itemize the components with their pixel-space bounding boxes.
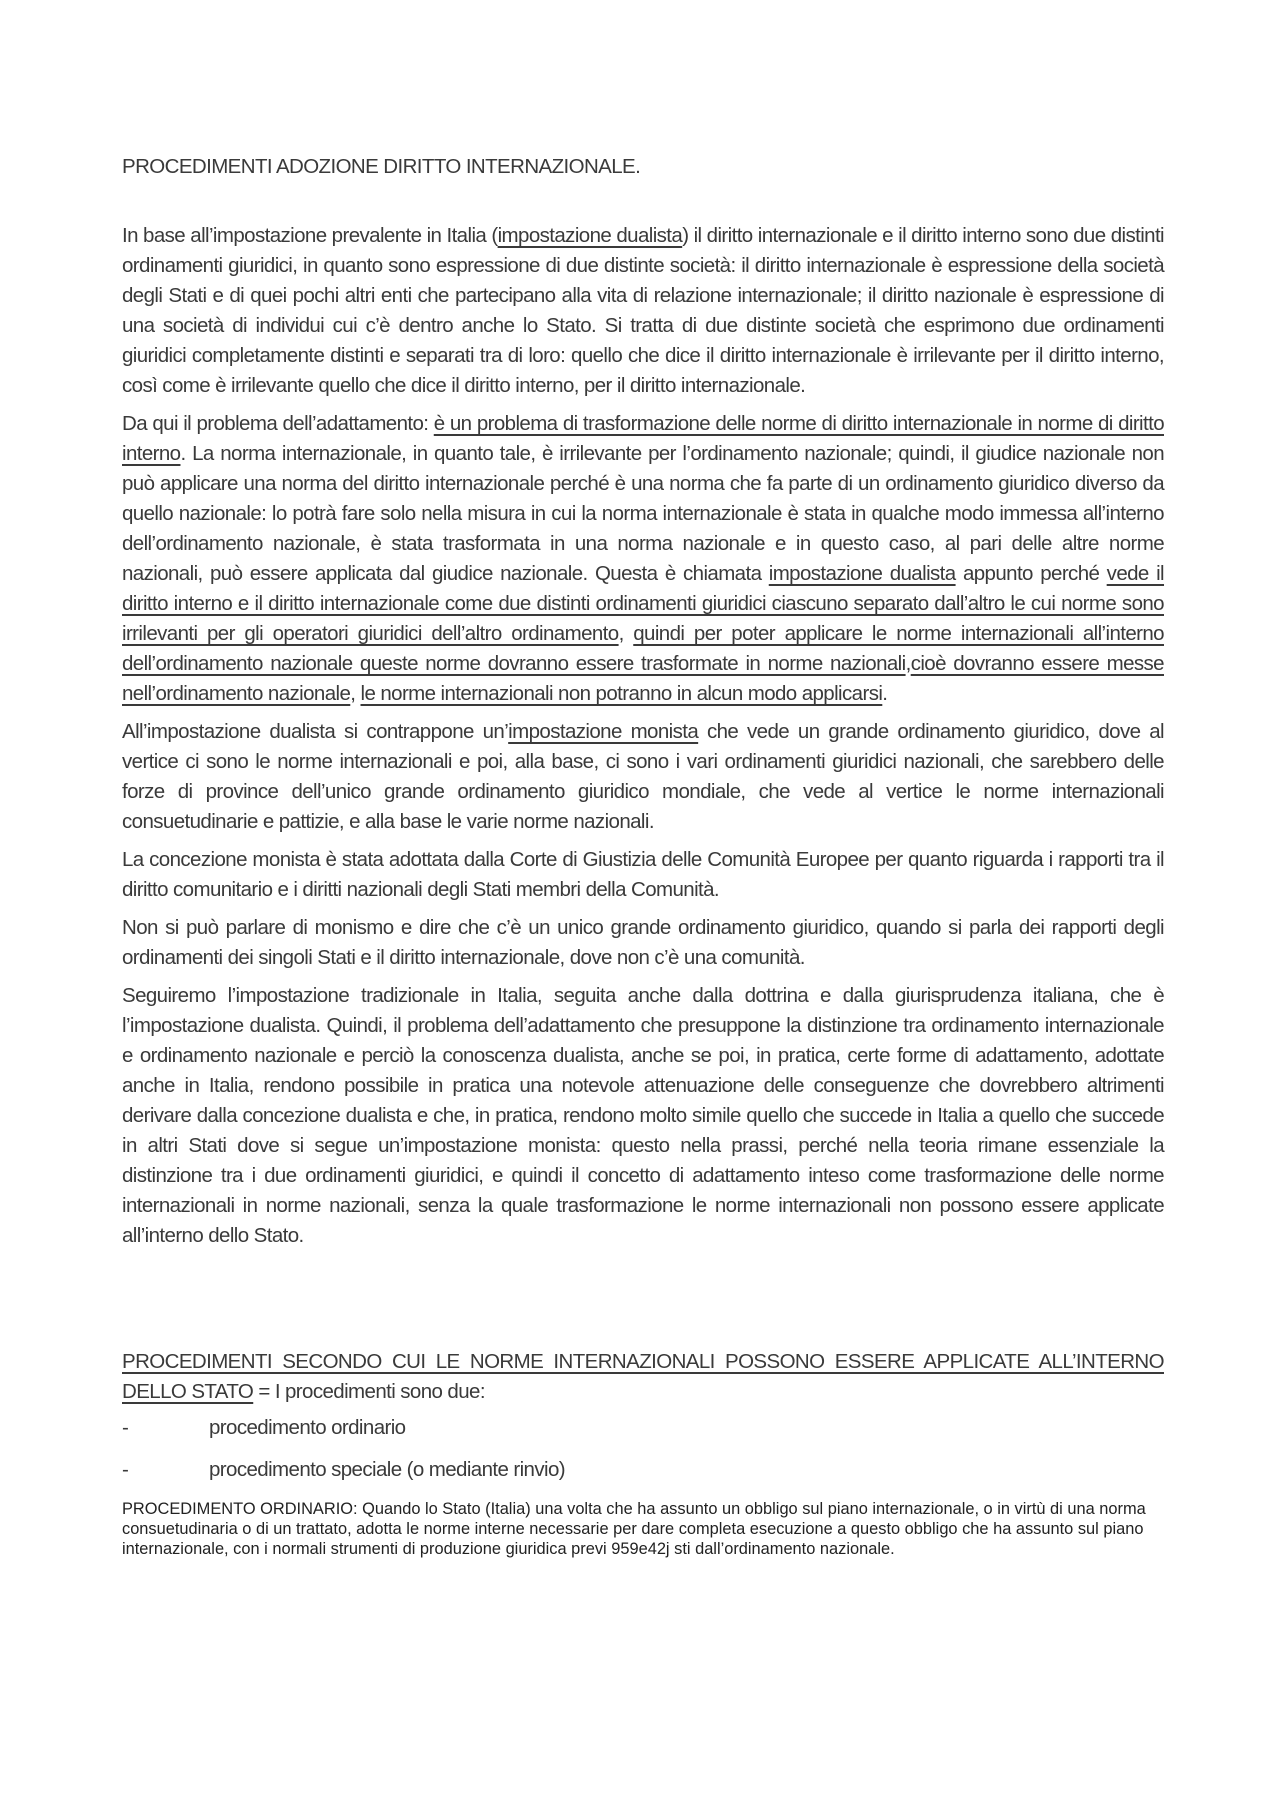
text-run: ,	[350, 682, 361, 705]
paragraph-monism	[122, 717, 1164, 837]
list-item	[122, 1449, 1164, 1491]
paragraph-italian-approach: Seguiremo l’impostazione tradizionale in Italia, seguita anche dalla dottrina e dalla giurisprudenza italiana, che è l’impostazione dualista. Quindi, il problema dell’adattamento che presuppone la distinzione tra ordinamento internazionale e ordinamento nazionale e perciò la conoscenza dualista, anche se poi, in pratica, certe forme di adattamento, adottate anche in Italia, rendono possibile in pratica una notevole attenuazione delle conseguenze che dovrebbero altrimenti derivare dalla concezione dualista e che, in pratica, rendono molto simile quello che succede in Italia a quello che succede in altri Stati dove si segue un’impostazione monista: questo nella prassi, perché nella teoria rimane essenziale la distinzione tra i due ordinamenti giuridici, e quindi il concetto di adattamento inteso come trasformazione delle norme internazionali in norme nazionali, senza la quale trasformazione le norme internazionali non possono essere applicate all’interno dello Stato.	[122, 984, 1164, 1247]
text-run: . La norma internazionale, in quanto tale, è irrilevante per l’ordinamento nazionale; quindi, il giudice nazionale non può applicare una norma del diritto internazionale perché è una norma che fa parte di un ordinamento giuridico diverso da quello nazionale: lo potrà fare solo nella misura in cui la norma internazionale è stata in qualche modo immessa all’interno dell’ordinamento nazionale, è stata trasformata in una norma nazionale e in questo caso, al pari delle altre norme nazionali, può essere applicata dal giudice nazionale. Questa è chiamata	[122, 442, 1164, 585]
document-title: PROCEDIMENTI ADOZIONE DIRITTO INTERNAZIONALE.	[122, 155, 641, 178]
paragraph-no-community: Non si può parlare di monismo e dire che c’è un unico grande ordinamento giuridico, quando si parla dei rapporti degli ordinamenti dei singoli Stati e il diritto internazionale, dove non c’è una comunità.	[122, 916, 1164, 969]
underlined-phrase: è un problema di trasformazione delle norme di diritto internazionale in norme di diritto interno	[122, 412, 1164, 465]
text-run: In base all’impostazione prevalente in Italia (	[122, 224, 498, 247]
text-run: che vede un grande ordinamento giuridico, dove al vertice ci sono le norme internazionali e poi, alla base, ci sono i vari ordinamenti giuridici nazionali, che sarebbero delle forze di province dell’unico grande ordinamento giuridico mondiale, che vede al vertice le norme internazionali consuetudinarie e pattizie, e alla base le varie norme nazionali.	[122, 720, 1164, 833]
text-run: Da qui il problema dell’adattamento:	[122, 412, 434, 435]
text-run: ) il diritto internazionale e il diritto interno sono due distinti ordinamenti giuridici, in quanto sono espressione di due distinte società: il diritto internazionale è espressione della società degli Stati e di quei pochi altri enti che partecipano alla vita di relazione internazionale; il diritto nazionale è espressione di una società di individui cui c’è dentro anche lo Stato. Si tratta di due distinte società che esprimono due ordinamenti giuridici completamente distinti e separati tra di loro: quello che dice il diritto internazionale è irrilevante per il diritto interno, così come è irrilevante quello che dice il diritto interno, per il diritto internazionale.	[122, 224, 1164, 397]
spacer	[122, 1259, 1164, 1347]
underlined-term: impostazione monista	[508, 720, 699, 743]
section-heading-procedures	[122, 1347, 1164, 1407]
list-item-text: procedimento ordinario	[209, 1416, 406, 1439]
paragraph-adaptation-problem	[122, 409, 1164, 709]
underlined-term: impostazione dualista	[497, 224, 683, 247]
procedures-list	[122, 1407, 1164, 1491]
underlined-phrase: le norme internazionali non potranno in alcun modo applicarsi	[360, 682, 883, 705]
list-bullet: -	[122, 1416, 129, 1439]
text-run: ,	[618, 622, 634, 645]
paragraph-court-of-justice: La concezione monista è stata adottata dalla Corte di Giustizia delle Comunità Europee per quanto riguarda i rapporti tra il diritto comunitario e i diritti nazionali degli Stati membri della Comunità.	[122, 848, 1164, 901]
text-run: appunto perché	[955, 562, 1107, 585]
text-run: = I procedimenti sono due:	[253, 1380, 485, 1403]
text-run: All’impostazione dualista si contrappone un’	[122, 720, 509, 743]
list-bullet: -	[122, 1458, 129, 1481]
document-body	[122, 152, 1164, 1559]
underlined-phrase: cioè dovranno essere messe nell’ordinamento nazionale	[122, 652, 1164, 705]
underlined-phrase: vede il diritto interno e il diritto internazionale come due distinti ordinamenti giuridici ciascuno separato dall’altro le cui norme sono irrilevanti per gli operatori giuridici dell’altro ordinamento	[122, 562, 1165, 645]
paragraph-dualism-intro	[122, 221, 1164, 401]
text-run: ,	[905, 652, 911, 675]
list-item	[122, 1407, 1164, 1449]
list-item-text: procedimento speciale (o mediante rinvio)	[209, 1458, 565, 1481]
text-run: .	[882, 682, 888, 705]
underlined-phrase: quindi per poter applicare le norme internazionali all’interno dell’ordinamento nazionale queste norme dovranno essere trasformate in norme nazionali	[122, 622, 1164, 675]
paragraph-ordinary-procedure: PROCEDIMENTO ORDINARIO: Quando lo Stato (Italia) una volta che ha assunto un obbligo sul piano internazionale, o in virtù di una norma consuetudinaria o di un trattato, adotta le norme interne necessarie per dare completa esecuzione a questo obbligo che ha assunto sul piano internazionale, con i normali strumenti di produzione giuridica previ 959e42j sti dall’ordinamento nazionale.	[122, 1500, 1146, 1558]
underlined-heading: PROCEDIMENTI SECONDO CUI LE NORME INTERNAZIONALI POSSONO ESSERE APPLICATE ALL’INTERNO DELLO STATO	[122, 1350, 1164, 1403]
underlined-term: impostazione dualista	[768, 562, 956, 585]
